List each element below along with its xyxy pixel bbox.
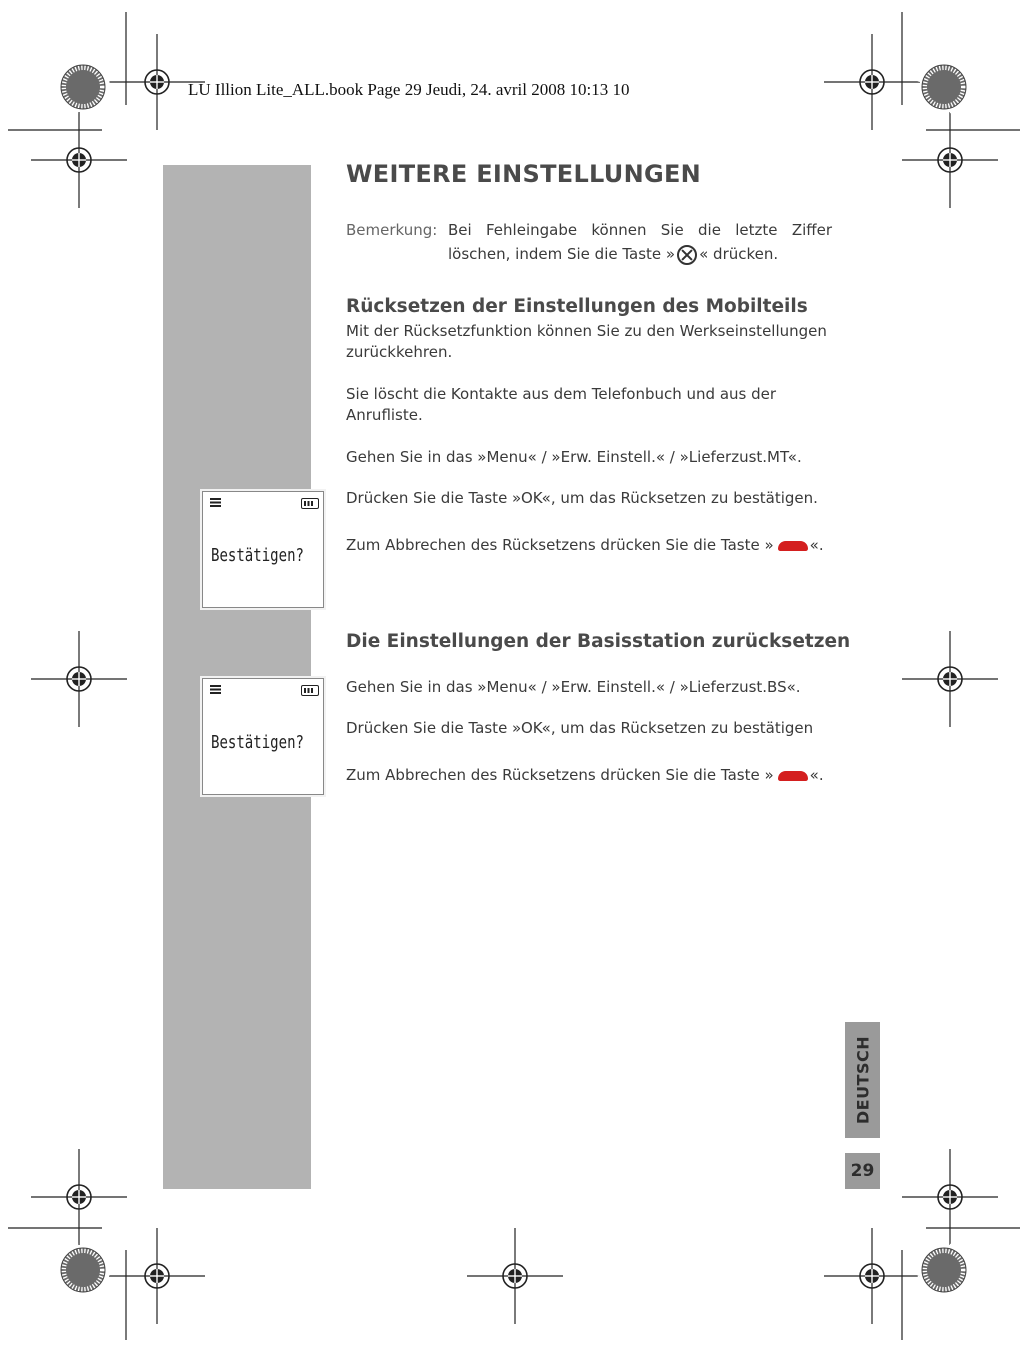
section1-heading: Rücksetzen der Einstellungen des Mobilteils <box>346 296 808 317</box>
page-number: 29 <box>845 1153 880 1189</box>
phone-end-icon <box>776 769 810 783</box>
section1-step-1: Gehen Sie in das »Menu« / »Erw. Einstell.« / »Lieferzust.MT«. <box>346 448 802 466</box>
language-tab <box>845 1022 880 1138</box>
section1-step-2: Drücken Sie die Taste »OK«, um das Rücksetzen zu bestätigen. <box>346 489 818 507</box>
section1-step-3-text: Zum Abbrechen des Rücksetzens drücken Sie die Taste » <box>346 536 774 554</box>
remark-text <box>448 218 832 266</box>
section2-step-3-text: Zum Abbrechen des Rücksetzens drücken Sie die Taste » <box>346 766 774 784</box>
display-text: Bestätigen? <box>211 545 304 566</box>
battery-icon <box>301 498 319 509</box>
section2-heading: Die Einstellungen der Basisstation zurücksetzen <box>346 631 851 652</box>
phone-display-2 <box>202 678 324 795</box>
print-header: LU Illion Lite_ALL.book Page 29 Jeudi, 24. avril 2008 10:13 10 <box>188 80 630 99</box>
language-label: DEUTSCH <box>853 1035 872 1125</box>
section1-paragraph-1: Mit der Rücksetzfunktion können Sie zu den Werkseinstellungen zurückkehren. <box>346 322 827 361</box>
battery-icon <box>301 685 319 696</box>
remark-line-2-start: löschen, indem Sie die Taste » <box>448 245 676 263</box>
remark-label: Bemerkung: <box>346 221 438 239</box>
section2-step-3 <box>346 765 832 786</box>
menu-icon <box>210 685 221 694</box>
remark-line-2-end: « drücken. <box>699 245 779 263</box>
section1-step-3-end: «. <box>809 536 824 554</box>
x-key-icon <box>677 245 697 265</box>
page-title: WEITERE EINSTELLUNGEN <box>346 160 702 188</box>
section2-step-1: Gehen Sie in das »Menu« / »Erw. Einstell.« / »Lieferzust.BS«. <box>346 678 801 696</box>
remark-line-2 <box>448 242 832 266</box>
phone-end-icon <box>776 539 810 553</box>
remark-line-1: Bei Fehleingabe können Sie die letzte Ziffer <box>448 221 832 239</box>
display-text: Bestätigen? <box>211 732 304 753</box>
phone-display-1 <box>202 491 324 608</box>
menu-icon <box>210 498 221 507</box>
section2-step-2: Drücken Sie die Taste »OK«, um das Rücksetzen zu bestätigen <box>346 719 814 737</box>
section1-paragraph-2: Sie löscht die Kontakte aus dem Telefonbuch und aus der Anrufliste. <box>346 385 777 424</box>
section1-step-3 <box>346 535 832 556</box>
section2-step-3-end: «. <box>809 766 824 784</box>
gray-sidebar <box>163 165 311 1189</box>
